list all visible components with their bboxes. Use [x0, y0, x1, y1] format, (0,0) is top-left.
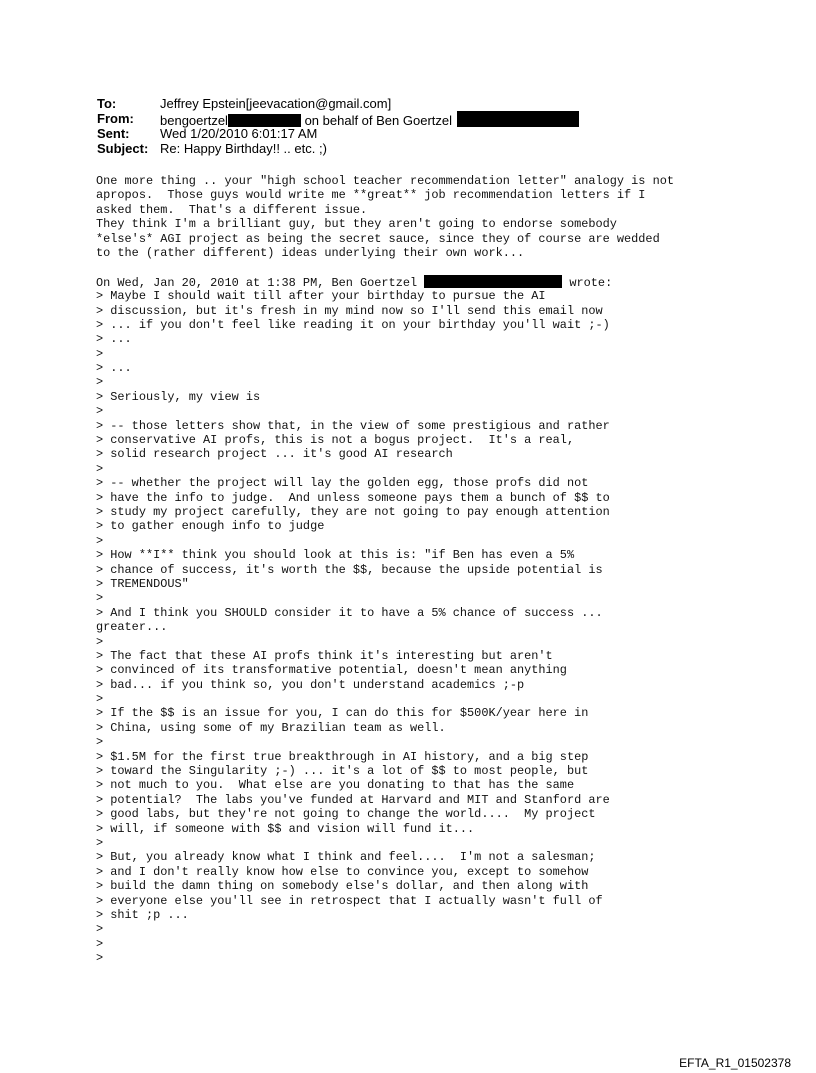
quoted-line: > -- those letters show that, in the view of some prestigious and rather	[96, 418, 610, 433]
quoted-line: > ... if you don't feel like reading it on your birthday you'll wait ;-)	[96, 317, 610, 332]
document-id: EFTA_R1_01502378	[679, 1056, 791, 1070]
subject-value: Re: Happy Birthday!! .. etc. ;)	[160, 141, 327, 156]
sent-row	[97, 126, 797, 141]
subject-row	[97, 141, 797, 156]
quoted-line: >	[96, 375, 104, 390]
quoted-line: >	[96, 835, 104, 850]
email-header	[97, 96, 797, 156]
quoted-line: > chance of success, it's worth the $$, because the upside potential is	[96, 562, 603, 577]
quoted-line: > How **I** think you should look at this is: "if Ben has even a 5%	[96, 548, 575, 563]
to-row	[97, 96, 797, 111]
quoted-line: > and I don't really know how else to convince you, except to somehow	[96, 864, 589, 879]
quoted-line: > solid research project ... it's good AI research	[96, 447, 453, 462]
quoted-line: > build the damn thing on somebody else's dollar, and then along with	[96, 879, 589, 894]
from-row	[97, 111, 797, 126]
body-line: They think I'm a brilliant guy, but they aren't going to endorse somebody	[96, 217, 617, 232]
quoted-line: > The fact that these AI profs think it's interesting but aren't	[96, 648, 553, 663]
quoted-line: >	[96, 533, 104, 548]
quoted-line: >	[96, 735, 104, 750]
quoted-line: >	[96, 461, 104, 476]
body-line: asked them. That's a different issue.	[96, 202, 368, 217]
redaction-box	[457, 111, 579, 127]
quoted-line: > potential? The labs you've funded at Harvard and MIT and Stanford are	[96, 792, 610, 807]
sent-label: Sent:	[97, 126, 130, 141]
to-label: To:	[97, 96, 117, 111]
quoted-line: >	[96, 634, 104, 649]
quoted-line: >	[96, 692, 104, 707]
quoted-line: > $1.5M for the first true breakthrough in AI history, and a big step	[96, 749, 589, 764]
quoted-line: > will, if someone with $$ and vision will fund it...	[96, 821, 475, 836]
redaction-box	[424, 275, 562, 288]
quoted-line: > Seriously, my view is	[96, 389, 261, 404]
quoted-line: greater...	[96, 620, 168, 635]
quoted-line: > conservative AI profs, this is not a bogus project. It's a real,	[96, 433, 575, 448]
quoted-line: >	[96, 951, 104, 966]
body-line: apropos. Those guys would write me **great** job recommendation letters if I	[96, 188, 646, 203]
quoted-line: > shit ;p ...	[96, 907, 189, 922]
sent-value: Wed 1/20/2010 6:01:17 AM	[160, 126, 318, 141]
body-line: to the (rather different) ideas underlying their own work...	[96, 245, 525, 260]
subject-label: Subject:	[97, 141, 149, 156]
quoted-line: >	[96, 404, 104, 419]
quoted-line: > But, you already know what I think and feel.... I'm not a salesman;	[96, 850, 596, 865]
body-line: *else's* AGI project as being the secret sauce, since they of course are wedded	[96, 231, 660, 246]
quoted-line: > discussion, but it's fresh in my mind now so I'll send this email now	[96, 303, 603, 318]
body-line: One more thing .. your "high school teacher recommendation letter" analogy is not	[96, 174, 674, 188]
from-behalf: on behalf of Ben Goertzel	[304, 113, 453, 128]
quoted-line: >	[96, 936, 104, 951]
quoted-line: > China, using some of my Brazilian team as well.	[96, 720, 446, 735]
to-value: Jeffrey Epstein[jeevacation@gmail.com]	[160, 96, 392, 111]
attribution-suffix: wrote:	[562, 275, 613, 290]
quoted-line: > TREMENDOUS"	[96, 576, 189, 591]
quoted-line: > bad... if you think so, you don't understand academics ;-p	[96, 677, 525, 692]
quoted-line: > have the info to judge. And unless someone pays them a bunch of $$ to	[96, 490, 610, 505]
quote-attribution-line	[96, 275, 796, 289]
from-name: bengoertzel	[160, 113, 228, 128]
quoted-line: > not much to you. What else are you donating to that has the same	[96, 778, 575, 793]
quoted-line: > everyone else you'll see in retrospect that I actually wasn't full of	[96, 893, 603, 908]
quoted-line: > convinced of its transformative potential, doesn't mean anything	[96, 663, 567, 678]
quoted-line: > good labs, but they're not going to change the world.... My project	[96, 807, 596, 822]
quoted-line: > study my project carefully, they are not going to pay enough attention	[96, 504, 610, 519]
quoted-line: >	[96, 346, 104, 361]
quoted-line: >	[96, 922, 104, 937]
quoted-line: > to gather enough info to judge	[96, 519, 325, 534]
email-body	[96, 174, 796, 965]
quoted-line: > ...	[96, 332, 132, 347]
quoted-line: > toward the Singularity ;-) ... it's a lot of $$ to most people, but	[96, 764, 589, 779]
attribution-prefix: On Wed, Jan 20, 2010 at 1:38 PM, Ben Goertzel	[96, 275, 425, 290]
body-line	[96, 260, 796, 274]
quoted-line: > If the $$ is an issue for you, I can do this for $500K/year here in	[96, 706, 589, 721]
quoted-line: > -- whether the project will lay the golden egg, those profs did not	[96, 476, 589, 491]
quoted-line: >	[96, 591, 104, 606]
quoted-line: > ...	[96, 361, 132, 376]
quoted-line: > Maybe I should wait till after your birthday to pursue the AI	[96, 289, 546, 304]
from-label: From:	[97, 111, 134, 126]
quoted-line: > And I think you SHOULD consider it to have a 5% chance of success ...	[96, 605, 603, 620]
